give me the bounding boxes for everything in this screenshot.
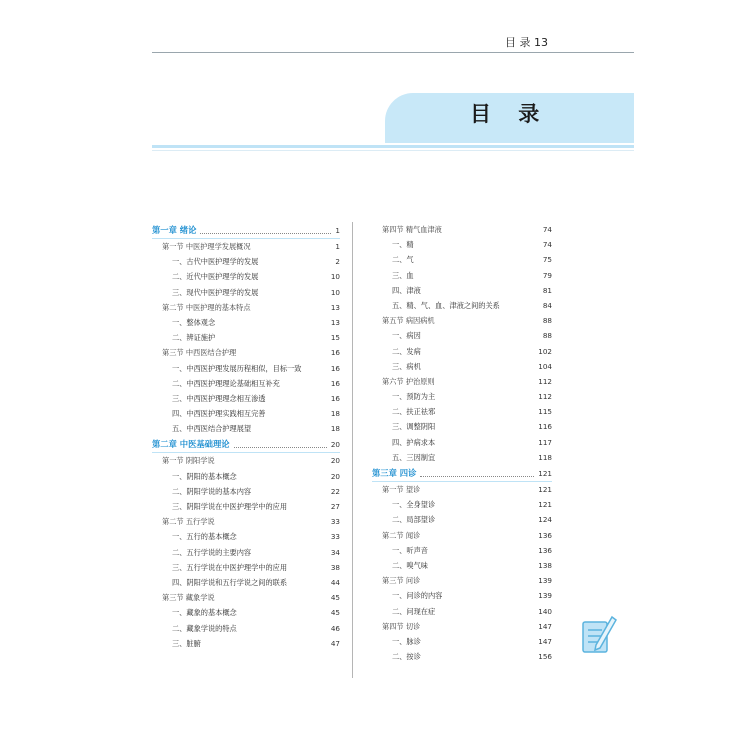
toc-right-column: [372, 222, 552, 664]
toc-item-title: 二、中西医护理理论基础相互补充: [172, 378, 280, 388]
toc-item-title: 一、精: [392, 240, 414, 250]
toc-item: [152, 484, 340, 499]
toc-item-title: 五、精、气、血、津液之间的关系: [392, 300, 500, 310]
toc-page-number: 13: [330, 317, 340, 327]
toc-chapter-title: 第二章 中医基础理论: [152, 439, 230, 450]
toc-item: [372, 634, 552, 649]
toc-item-title: 四、护病求本: [392, 437, 436, 447]
toc-page-number: 138: [538, 560, 552, 570]
toc-page-number: 112: [538, 376, 552, 386]
toc-item: [152, 529, 340, 544]
toc-item: [372, 237, 552, 252]
toc-item: [372, 268, 552, 283]
title-rule: [152, 145, 634, 148]
toc-section-title: 第二节 闻诊: [382, 530, 421, 540]
toc-section-title: 第四节 切诊: [382, 621, 421, 631]
toc-section-title: 第二节 中医护理的基本特点: [162, 302, 251, 312]
toc-page-number: 117: [538, 437, 552, 447]
toc-page-number: 20: [330, 471, 340, 481]
toc-leader-dots: [200, 233, 331, 234]
toc-item: [372, 389, 552, 404]
toc-leader-dots: [234, 447, 327, 448]
toc-item: [152, 391, 340, 406]
toc-section: [372, 374, 552, 389]
toc-page-number: 1: [335, 242, 340, 251]
toc-chapter: [372, 465, 552, 482]
toc-section-title: 第一节 中医护理学发展概况: [162, 242, 251, 251]
toc-item: [372, 604, 552, 619]
toc-page-number: 139: [538, 576, 552, 586]
toc-page-number: 20: [330, 440, 340, 450]
toc-section: [152, 239, 340, 254]
toc-item-title: 五、中西医结合护理展望: [172, 424, 252, 434]
toc-page-number: 118: [538, 452, 552, 462]
toc-item: [372, 649, 552, 664]
toc-item: [152, 499, 340, 514]
toc-page-number: 102: [538, 346, 552, 356]
toc-page-number: 33: [330, 532, 340, 542]
toc-page-number: 18: [330, 409, 340, 419]
toc-item-title: 三、五行学说在中医护理学中的应用: [172, 562, 288, 572]
toc-page-number: 1: [335, 226, 340, 235]
toc-page-number: 115: [538, 407, 552, 417]
toc-item: [372, 328, 552, 343]
toc-item: [372, 512, 552, 527]
toc-section: [372, 222, 552, 237]
toc-section-title: 第二节 五行学说: [162, 517, 215, 527]
toc-section: [152, 300, 340, 315]
toc-page-number: 18: [330, 424, 340, 434]
toc-item: [152, 406, 340, 421]
toc-item-title: 三、阴阳学说在中医护理学中的应用: [172, 502, 288, 511]
toc-item: [372, 344, 552, 359]
toc-item: [152, 636, 340, 651]
toc-item-title: 二、发病: [392, 346, 421, 356]
toc-item: [152, 315, 340, 330]
toc-section-title: 第一节 望诊: [382, 485, 421, 494]
toc-item-title: 三、脏腑: [172, 638, 201, 648]
toc-leader-dots: [420, 476, 534, 477]
toc-page-number: 13: [330, 302, 340, 312]
toc-page-number: 116: [538, 422, 552, 432]
toc-section-title: 第三节 藏象学说: [162, 593, 215, 603]
header-rule: [152, 52, 634, 53]
toc-item-title: 三、调整阴阳: [392, 422, 436, 432]
toc-item-title: 一、整体观念: [172, 317, 216, 327]
toc-section: [152, 514, 340, 529]
toc-item-title: 二、近代中医护理学的发展: [172, 272, 259, 282]
toc-item: [372, 252, 552, 267]
toc-item-title: 一、阴阳的基本概念: [172, 471, 237, 481]
toc-item: [152, 605, 340, 620]
toc-section: [152, 590, 340, 605]
toc-page-number: 104: [538, 361, 552, 371]
toc-item-title: 二、藏象学说的特点: [172, 623, 237, 633]
toc-page-number: 10: [330, 287, 340, 297]
toc-item-title: 二、按诊: [392, 652, 421, 662]
toc-item-title: 二、局部望诊: [392, 515, 436, 525]
toc-page-number: 16: [330, 348, 340, 358]
toc-item-title: 一、中西医护理发展历程相似，目标一致: [172, 363, 302, 373]
toc-item-title: 一、预防为主: [392, 392, 436, 402]
toc-page-number: 16: [330, 378, 340, 388]
toc-page-number: 88: [542, 316, 552, 326]
toc-page-number: 33: [330, 517, 340, 527]
toc-item: [372, 404, 552, 419]
toc-page-number: 136: [538, 530, 552, 540]
toc-item: [152, 545, 340, 560]
toc-page-number: 44: [330, 577, 340, 587]
toc-item-title: 四、中西医护理实践相互完善: [172, 409, 266, 419]
toc-section-title: 第五节 病因病机: [382, 316, 435, 326]
toc-section: [372, 313, 552, 328]
toc-page-number: 79: [542, 270, 552, 280]
toc-section-title: 第三节 问诊: [382, 576, 421, 586]
toc-item: [152, 421, 340, 436]
toc-section: [372, 619, 552, 634]
toc-page-number: 81: [542, 285, 552, 295]
toc-item-title: 一、藏象的基本概念: [172, 608, 237, 618]
running-header: 目 录 13: [505, 36, 548, 49]
toc-section: [372, 573, 552, 588]
toc-page-number: 88: [542, 331, 552, 341]
toc-chapter: [152, 222, 340, 239]
toc-page-number: 74: [542, 225, 552, 234]
toc-chapter-title: 第三章 四诊: [372, 468, 417, 478]
toc-item-title: 二、问现在症: [392, 606, 436, 616]
toc-item: [152, 469, 340, 484]
toc-page-number: 15: [330, 333, 340, 343]
toc-item-title: 一、古代中医护理学的发展: [172, 257, 259, 267]
toc-page-number: 136: [538, 545, 552, 555]
toc-item-title: 一、问诊的内容: [392, 591, 443, 601]
toc-item-title: 四、津液: [392, 285, 421, 295]
toc-section: [152, 345, 340, 360]
toc-item-title: 五、三因制宜: [392, 452, 436, 462]
toc-page-number: 147: [538, 621, 552, 631]
toc-item-title: 四、阴阳学说和五行学说之间的联系: [172, 577, 288, 587]
toc-item: [372, 298, 552, 313]
toc-page-number: 16: [330, 363, 340, 373]
toc-page-number: 47: [330, 638, 340, 648]
toc-page-number: 45: [330, 608, 340, 618]
toc-item-title: 二、气: [392, 255, 414, 265]
toc-item-title: 一、病因: [392, 331, 421, 341]
toc-item: [152, 269, 340, 284]
toc-item: [372, 558, 552, 573]
toc-chapter: [152, 436, 340, 453]
toc-page-number: 22: [330, 486, 340, 496]
toc-item: [372, 419, 552, 434]
toc-page-number: 38: [330, 562, 340, 572]
toc-item-title: 三、病机: [392, 361, 421, 371]
toc-item-title: 二、扶正祛邪: [392, 407, 436, 417]
toc-section-title: 第六节 护治原则: [382, 376, 435, 386]
toc-section: [372, 528, 552, 543]
toc-item: [372, 435, 552, 450]
toc-item-title: 三、中西医护理理念相互渗透: [172, 393, 266, 403]
toc-page-number: 121: [538, 500, 552, 510]
toc-page-number: 74: [542, 240, 552, 250]
pencil-notebook-icon: [580, 612, 618, 656]
toc-item-title: 二、嗅气味: [392, 560, 428, 570]
toc-page-number: 20: [330, 456, 340, 466]
toc-section-title: 第四节 精气血津液: [382, 225, 442, 234]
toc-item: [372, 497, 552, 512]
toc-item-title: 一、脉诊: [392, 636, 421, 646]
toc-page-number: 139: [538, 591, 552, 601]
toc-page-number: 16: [330, 393, 340, 403]
toc-page-number: 156: [538, 652, 552, 662]
toc-item: [372, 283, 552, 298]
toc-page-number: 2: [335, 257, 340, 267]
toc-item: [152, 575, 340, 590]
toc-page-number: 140: [538, 606, 552, 616]
toc-item-title: 二、阴阳学说的基本内容: [172, 486, 252, 496]
toc-page-number: 84: [542, 300, 552, 310]
toc-item: [152, 254, 340, 269]
title-rule-thin: [152, 150, 634, 151]
toc-section: [372, 482, 552, 497]
toc-item: [152, 330, 340, 345]
toc-item-title: 二、辨证施护: [172, 333, 216, 343]
toc-section: [152, 453, 340, 468]
toc-item: [152, 285, 340, 300]
toc-item-title: 一、五行的基本概念: [172, 532, 237, 542]
toc-item: [372, 359, 552, 374]
toc-left-column: [152, 222, 340, 651]
toc-item-title: 一、全身望诊: [392, 500, 436, 510]
page-title: 目 录: [470, 102, 550, 126]
toc-page-number: 46: [330, 623, 340, 633]
toc-page-number: 147: [538, 636, 552, 646]
toc-section-title: 第一节 阴阳学说: [162, 456, 215, 466]
toc-item: [152, 361, 340, 376]
toc-page-number: 124: [538, 515, 552, 525]
toc-section-title: 第三节 中西医结合护理: [162, 348, 237, 358]
toc-page-number: 34: [330, 547, 340, 557]
toc-item: [152, 376, 340, 391]
toc-item-title: 三、现代中医护理学的发展: [172, 287, 259, 297]
toc-page-number: 45: [330, 593, 340, 603]
toc-page-number: 10: [330, 272, 340, 282]
toc-item: [372, 450, 552, 465]
column-divider: [352, 222, 353, 678]
toc-page-number: 27: [330, 502, 340, 511]
toc-page-number: 121: [538, 485, 552, 494]
toc-item: [372, 588, 552, 603]
toc-item-title: 三、血: [392, 270, 414, 280]
toc-item: [152, 621, 340, 636]
toc-page-number: 112: [538, 392, 552, 402]
toc-item-title: 一、听声音: [392, 545, 428, 555]
toc-page-number: 121: [538, 469, 552, 478]
toc-chapter-title: 第一章 绪论: [152, 225, 197, 235]
toc-item-title: 二、五行学说的主要内容: [172, 547, 252, 557]
toc-item: [372, 543, 552, 558]
toc-page-number: 75: [542, 255, 552, 265]
toc-item: [152, 560, 340, 575]
